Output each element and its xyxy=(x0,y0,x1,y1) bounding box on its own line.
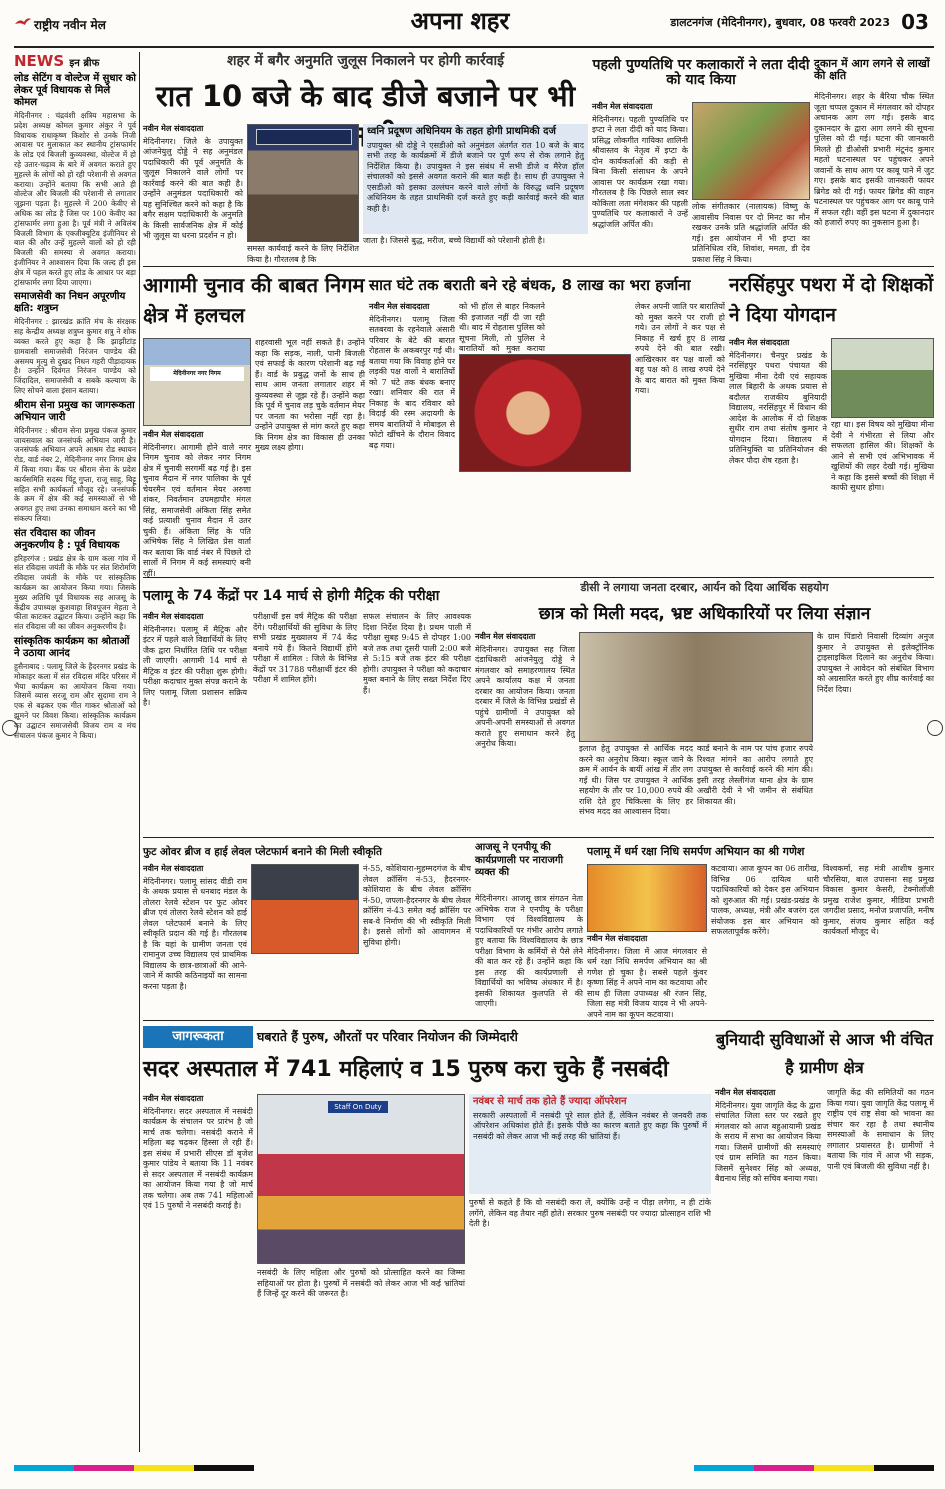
article-headline: दुकान में आग लगने से लाखों की क्षति xyxy=(814,57,930,82)
article-photo-hospital xyxy=(257,1094,465,1264)
body-text: सफल संचालन के लिए आवश्यक दिशा निर्देश दिया है। प्रथम पाली में परीक्षा सुबह 9:45 से दोपहर 1:00 बजे तक तथा दूसरी पाली 2:00 बजे से 5:15 बजे तक इंटर की परीक्षा होगी। उपायुक्त ने परीक्षा को कदाचार मुक्त बनाने के लिए सख्त निर्देश दिए हैं। xyxy=(363,612,471,695)
body-text: कार्ड बनाने के नाम पर पांच हजार रुपये रिश्वत मांगने का आरोप लगाते हुए उपायुक्त से कार्रवाई करने की मांग की। इसी तरह लेस्लीगंज थाना क्षेत्र के ग्राम अखौरी देवी ने भी जमीन से संबंधित शिकायत की। xyxy=(697,744,813,806)
brand-logo xyxy=(14,10,134,36)
article-body xyxy=(143,612,247,835)
article-headline: रात 10 बजे के बाद डीजे बजाने पर भी xyxy=(155,79,576,113)
body-text: लेकर अपनी जाति पर बारातियों को मुक्त करने पर राजी हो गये। उन लोगों ने कर पक्ष से निकाह में खर्च हुए 8 लाख रुपये देने की बात रखी। आखिरकार वर पक्ष वालों को बहू पक्ष को 8 लाख रुपये देने के बाद बारात को मुक्त किया गया। xyxy=(635,302,725,395)
article-kicker: शहर में बगैर अनुमति जुलूस निकालने पर होगी कार्रवाई xyxy=(226,53,505,69)
brief-headline: समाजसेवी का निधन अपूरणीय क्षति: शत्रुघ्न xyxy=(14,291,126,315)
article-body xyxy=(475,632,575,835)
body-text: मेदिनीनगर। आगामी होने वाले नगर निगम चुनाव को लेकर नगर निगम क्षेत्र में चुनावी सरगर्मी बढ़ गई है। इस चुनाव मैदान में नगर पालिका के पूर्व चेयरमैन एवं वर्तमान मेयर अरुणा शंकर, निवर्तमान उपमहापौर मंगल सिंह, समाजसेवी अंकिता सिंह समेत कई प्रत्याशी चुनाव मैदान में उतर चुकी हैं। अंकिता सिंह के पति अभिषेक सिंह ने लिखित प्रेस वार्ता कर बताया कि वार्ड नंबर में पिछले दो सालों में निगम में कई समस्याएं बनी रहीं। xyxy=(143,442,251,578)
news-tag-sub: इन ब्रीफ xyxy=(69,58,100,69)
brief-body: हरिहरगंज : प्रखंड क्षेत्र के ग्राम कला गांव में संत रविदास जयंती के मौके पर संत शिरोमणि रविदास जयंती के मौके पर सांस्कृतिक कार्यक्रम का आयोजन किया गया। जिसके मुख्य अतिथि पूर्व विधायक सह आजसू के केंद्रीय उपाध्यक्ष कुशवाहा शिवपूजन मेहता ने फीता काटकर उद्घाटन किया। उन्होंने कहा कि संत रविदास जी का जीवन अनुकरणीय है। xyxy=(14,553,136,632)
article-body xyxy=(143,864,247,1018)
article-ajsu-npu xyxy=(475,840,583,1018)
brief-item xyxy=(14,636,136,740)
article-photo-dc-office xyxy=(247,124,359,242)
body-text: मेदिनीनगर। सदर अस्पताल में नसबंदी कार्यक्रम के संचालन पर प्रारंभ है जो मार्च तक चलेगा। नसबंदी कराने में महिला बढ़ चढ़कर हिस्सा ले रही हैं। इस संबंध में प्रभारी सीएस डॉ बृजेश कुमार पांडेय ने बताया कि 11 नवंबर से सदर अस्पताल में नसबंदी कार्यक्रम का आयोजन किया गया है जो मार्च तक चलेगा। अब तक 741 महिलाओं एवं 15 पुरुषों ने नसबंदी कराई है। xyxy=(143,1106,253,1210)
body-text: जागृति केंद्र की समितियों का गठन किया गया। युवा जागृति केंद्र पलामू में राष्ट्रीय एवं राष्ट्र सेवा को भावना का संचार कर रहा है तथा स्थानीय समस्याओं के समाधान के लिए लगातार प्रयासरत है। ग्रामीणों ने बताया कि गांव में आज भी सड़क, पानी एवं बिजली की सुविधा नहीं है। xyxy=(827,1088,934,1171)
brief-body: मेदिनीनगर : चंद्रवंशी क्षत्रिय महासभा के प्रदेश अध्यक्ष कोमल कुमार अंकुर ने पूर्व विधायक राधाकृष्ण किशोर से उनके निजी आवास पर मुलाकात कर स्थानीय ट्रांसफार्मर के लोड एवं बिजली कुव्यवस्था, वोल्टेज में हो रहे उतार-चढ़ाव के बारे में अवगत कराते हुए मुहल्ले के लोगों को हो रही परेशानी से अवगत कराया। उन्होंने बताया कि सभी आते ही वोल्टेज और बिजली की परेशानी से लगातार जूझना पड़ता है। मुहल्ले में 200 केवीए से अधिक का लोड है जिस पर 100 केवीए का ट्रांसफार्मर लगा हुआ है। पूर्व मंत्री ने अविलंब बिजली विभाग के एक्जीक्यूटिव इंजीनियर से बात की और उन्हें मुहल्ले वालों को हो रही बिजली की समस्या से अवगत कराया। इंजीनियर ने आश्वासन दिया कि जल्द ही इस क्षेत्र में पहल करते हुए लोड के आधार पर बड़ा ट्रांसफार्मर लगा दिया जाएगा। xyxy=(14,111,136,287)
byline: नवीन मेल संवाददाता xyxy=(143,1094,204,1103)
article-body xyxy=(729,338,827,575)
brief-body: मेदिनीनगर : झारखंड क्रांति मंच के संरक्षक सह केन्द्रीय अध्यक्ष शत्रुघ्न कुमार शत्रु ने शोक व्यक्त करते हुए कहा है कि झाझीटांड़ ग्रामवासी समाजसेवी निरंजन पाण्डेय की असमय मृत्यु से दुखद निधन गहरी पीड़ादायक है। उन्होंने दिवंगत निरंजन पाण्डेय को जिंदादिल, समाजसेवी व सबके कल्याण के लिए सोचने वाला इंसान बताया। xyxy=(14,317,136,395)
body-text: मेदिनीनगर। चैनपुर प्रखंड के नरसिंहपुर पथरा पंचायत की मुखिया मीना देवी एवं सहायक लाल बिहारी के अथक प्रयास से बदौलत राजकीय बुनियादी विद्यालय, नरसिंहपुर में विधान की आदेश के आलोक में दो शिक्षक सुधीर राम तथा संतोष कुमार ने योगदान दिया। विद्यालय में प्रतिनियुक्ति या प्रतिनियोजन की लेकर पौदा शेष रहता है। xyxy=(729,350,827,465)
section-tag xyxy=(143,1026,253,1048)
body-text: इलाज हेतु उपायुक्त से आर्थिक मदद करने का अनुरोध किया। स्कूल जाने के क्रम में आर्यन के बायीं आंख में तीर लग गई थी। जिस पर उपायुक्त ने आर्थिक सहयोग के तौर पर 10,000 रुपये की राशि देते हुए चिकित्सा के लिए हर संभव मदद का आश्वासन दिया। xyxy=(579,744,693,816)
article-headline: सदर अस्पताल में 741 महिलाएं व 15 पुरुष करा चुके हैं नसबंदी xyxy=(143,1057,669,1082)
bird-icon xyxy=(14,16,32,30)
article-body xyxy=(587,934,707,1018)
body-text: नसबंदी के लिए महिला और पुरुषों को प्रोत्साहित करने का जिम्मा सहियाओं पर होता है। पुरुषों में नसबंदी को लेकर आज भी कई भ्रांतियां हैं जिन्हें दूर करने की जरूरत है। xyxy=(257,1268,465,1298)
body-text: कटवाया। आज कूपन का 06 तारीख, विभिन्न 06 दायित्व धारी पदाधिकारियों को देकर इस अभियान को शुरुआत की गई। प्रखंड-प्रखंड के पालक, अध्यक्ष, मंत्री और बजरंग दल संयोजक इस बार अभियान को सफलतापूर्वक करेंगे। xyxy=(711,864,819,936)
body-text: मेदिनीनगर। उपायुक्त सह जिला दंडाधिकारी आंजनेयुलु दोड्डे ने मंगलवार को समाहरणालय स्थित अपने कार्यालय कक्ष में जनता दरबार का आयोजन किया। जनता दरबार में जिले के विभिन्न प्रखंडों से पहुंचे ग्रामीणों ने उपायुक्त को अपनी-अपनी समस्याओं से अवगत कराते हुए समाधान करने हेतु अनुरोध किया। xyxy=(475,644,575,748)
page-number: 03 xyxy=(901,10,929,34)
byline: नवीन मेल संवाददाता xyxy=(143,430,204,439)
body-text: नं-55, कोशियारा-मुहम्मदगंज के बीच लेवल क्रॉसिंग नं-53, हैदरनगर-कोशियारा के बीच लेवल क्रॉसिंग नं-50, जपला-हैदरनगर के बीच लेवल क्रॉसिंग नं-43 समेत कई क्रॉसिंग पर सब-वे निर्माण की भी स्वीकृति मिली है। इससे लोगों को आवागमन में सुविधा होगी। xyxy=(363,864,471,947)
body-text: उपायुक्त श्री दोड्डे ने एसडीओ को अनुमंडल अंतर्गत रात 10 बजे के बाद सभी तरह के कार्यक्रमों में डीजे बजाने पर पूर्ण रूप से रोक लगाने हेतु निर्देशित किया है। उपायुक्त ने इस संबंध में सभी डीजे व मैरेज हॉल संचालकों को इससे अवगत कराने की बात कही है। साथ ही उपायुक्त ने एसडीओ को इसका उल्लंघन करने वाले लोगों के विरुद्ध ध्वनि प्रदूषण अधिनियम के तहत प्राथमिकी दर्ज करते हुए कड़ी कार्रवाई करने की बात कही है। xyxy=(367,140,584,213)
brief-body: हुसैनाबाद : पलामू जिले के हैदरनगर प्रखंड के मोकाहर कला में संत रविदास मंदिर परिसर में भैया कार्यक्रम का आयोजन किया गया। जिसमें व्यास सरजू राम और सुदामा राम ने एक से बढ़कर एक गीत गाकर श्रोताओं को झूमने पर विवश किया। सांस्कृतिक कार्यक्रम का उद्घाटन समाजसेवी विजय राम व मंच संचालन पंकज कुमार ने किया। xyxy=(14,662,136,740)
body-text: मेदिनीनगर। पलामू सांसद वीडी राम के अथक प्रयास से धनबाद मंडल के तोलरा रेलवे स्टेशन पर फुट ओवर ब्रीज एवं तोलरा रेलवे स्टेशन को हाई लेवल प्लेटफार्म बनाने के लिए स्वीकृति प्रदान की गई है। गौरतलब है कि यहां के ग्रामीण जनता एवं रामानुज उच्च विद्यालय एवं प्राथमिक विद्यालय के छात्र-छात्राओं की आने-जाने में काफी कठिनाइयों का सामना करना पड़ता है। xyxy=(143,876,247,991)
article-subhead: नवंबर से मार्च तक होते हैं ज्यादा ऑपरेशन xyxy=(473,1096,627,1107)
body-text: मेदिनीनगर। पलामू में मैट्रिक और इंटर में पहले वाले विद्यार्थियों के लिए जैक द्वारा निर्धारित तिथि पर परीक्षा ली जाएगी। आगामी 14 मार्च से मैट्रिक व इंटर की परीक्षा शुरू होगी। परीक्षा कदाचार मुक्त संपन्न कराने के लिए पलामू जिला प्रशासन सक्रिय है। xyxy=(143,624,247,707)
header-rule xyxy=(14,46,934,48)
brand-name: राष्ट्रीय नवीन मेल xyxy=(34,18,106,32)
byline: नवीन मेल संवाददाता xyxy=(715,1088,776,1097)
photo-caption: समस्त कार्यवाई करने के लिए निर्देशित किया है। गौरतलब है कि xyxy=(247,244,359,264)
article-nigam-election xyxy=(143,270,365,578)
brief-headline: श्रीराम सेना प्रमुख का जागरूकता अभियान जारी xyxy=(14,399,135,423)
article-kicker: घबराते हैं पुरुष, औरतों पर परिवार नियोजन की जिम्मेदारी xyxy=(257,1029,518,1044)
article-headline: आजसू ने एनपीयू की कार्यप्रणाली पर नाराजगी व्यक्त की xyxy=(475,842,564,878)
section-title: अपना शहर xyxy=(410,7,510,35)
byline: नवीन मेल संवाददाता xyxy=(592,102,653,111)
section-rule xyxy=(143,837,934,838)
body-text: मेदिनीनगर। पहली पुण्यतिथि पर इप्टा ने लता दीदी को याद किया। प्रसिद्ध लोकगीत गायिका शालिनी श्रीवास्तव के नेतृत्व में इप्टा के दोन कार्यकर्ताओं की कड़ी से बिना किसी संसाधन के अपने आवास पर कार्यक्रम रखा गया। गौरतलब है कि पिछले साल स्वर कोकिला लता मंगेशकर की पहली पुण्यतिथि पर कलाकारों ने उन्हें श्रद्धांजलि अर्पित की। xyxy=(592,114,688,229)
brief-body: मेदिनीनगर : श्रीराम सेना प्रमुख पंकज कुमार जायसवाल का जनसंपर्क अभियान जारी है। जनसंपर्क अभियान अपने आश्रम रोड स्थायन रोड, वार्ड नंबर 2, मेदिनीनगर नगर निगम क्षेत्र में किया गया। बैंक पर श्रीराम सेना के प्रदेश कार्यसमिति सदस्य चिंटू गुप्ता, राजू साहू, बिट्टू सहित सभी कार्यकर्ता मौजूद रहे। जनसंपर्क के क्रम में क्षेत्र की कई समस्याओं से भी अवगत हुए तथा उनका समाधान करने का भी संकल्प लिया। xyxy=(14,425,136,523)
article-body xyxy=(143,430,251,578)
body-text: जाता है। जिससे बुद्ध, मरीज, बच्चे विद्यार्थी को परेशानी होती है। xyxy=(363,236,546,245)
body-text: लोक संगीतकार (नालायक) विष्णु के आवासीय निवास पर दो मिनट का मौन रखकर उनके प्रति श्रद्धांजलि अर्पित की गई। इस आयोजन में भी इप्टा का प्रतिनिधित्व रवि, शिवांश, ममता, डी देव प्रकाश सिंह ने किया। xyxy=(692,202,810,264)
article-teachers-joined xyxy=(729,270,934,575)
section-tag-label: जागरूकता xyxy=(172,1029,224,1044)
dateline: डालटनगंज (मेदिनीनगर), बुधवार, 08 फरवरी 2023 xyxy=(670,16,890,29)
photo-sign: Staff On Duty xyxy=(328,1101,388,1113)
photo-sign xyxy=(256,129,352,145)
brief-headline: सांस्कृतिक कार्यक्रम का श्रोताओं ने उठाया आनंद xyxy=(14,636,130,660)
brief-item xyxy=(14,73,136,287)
brief-item xyxy=(14,400,136,524)
article-dharm-raksha xyxy=(587,840,934,1018)
article-headline: छात्र को मिली मदद, भ्रष्ट अधिकारियों पर लिया संज्ञान xyxy=(538,604,871,624)
article-body xyxy=(715,1088,821,1452)
article-matric-exam xyxy=(143,580,471,835)
article-photo-mp xyxy=(251,864,359,954)
article-headline: नरसिंहपुर पथरा में दो शिक्षकों ने दिया योगदान xyxy=(729,274,934,326)
article-kicker: डीसी ने लगाया जनता दरबार, आर्यन को दिया आर्थिक सहयोग xyxy=(580,581,829,594)
brief-item xyxy=(14,291,136,395)
article-subhead-box xyxy=(363,124,588,234)
body-text: परीक्षार्थी इस वर्ष मैट्रिक की परीक्षा देंगे। परीक्षार्थियों की सुविधा के लिए सभी प्रखंड मुख्यालय में 74 केंद्र बनाये गये हैं। कितने विद्यार्थी होंगे परीक्षा में शामिल : जिले के विभिन्न केंद्रों पर 31788 परीक्षार्थी इंटर की परीक्षा में शामिल होंगे। xyxy=(253,612,357,684)
article-dj-ban xyxy=(143,52,588,264)
article-basic-facilities xyxy=(715,1024,934,1452)
article-photo-wedding xyxy=(459,354,631,472)
brief-headline: लोड सेटिंग व वोल्टेज में सुधार को लेकर पूर्व विधायक से मिले कोमल xyxy=(14,73,136,108)
news-in-brief-column xyxy=(14,52,136,1452)
byline: नवीन मेल संवाददाता xyxy=(587,934,648,943)
page-header xyxy=(0,0,945,46)
article-headline: पलामू में धर्म रक्षा निधि समर्पण अभियान का श्री गणेश xyxy=(587,845,805,858)
body-text: रहा था। इस विषय को मुखिया मीना देवी ने गंभीरता से लिया और सफलता हासिल की। शिक्षकों के आने से सभी एवं अभिभावक में खुशियों की लहर देखी गई। मुखिया ने कहा कि इससे बच्चों की शिक्षा में काफी सुधार होगा। xyxy=(831,420,934,492)
sidebar-divider xyxy=(139,52,140,1452)
article-photo-tribute xyxy=(692,102,810,200)
photo-sign: मेदिनीनगर नगर निगम xyxy=(150,367,244,381)
brief-item xyxy=(14,528,136,632)
byline: नवीन मेल संवाददाता xyxy=(729,338,790,347)
article-photo-nigam-building xyxy=(143,338,251,426)
body-text: मेदिनीनगर। जिला में आज मंगलवार से धर्म रक्षा निधि समर्पण अभियान का श्री गणेश हो चुका है। सबसे पहले कुंवर कृष्णा सिंह ने अपने नाम का कटवाया और साथ ही जिला उपाध्यक्ष श्री रंजन सिंह, जिला सह मंत्री विजय यादव ने भी अपने-अपने नाम का कूपन कटवाया। xyxy=(587,946,708,1019)
body-text: सरकारी अस्पतालों में नसबंदी पूरे साल होते हैं, लेकिन नवंबर से जनवरी तक ऑपरेशन अधिकांश होते हैं। इसके पीछे का कारण बताते हुए कहा कि पुरुषों में नसबंदी को लेकर आज भी कई तरह की भ्रांतियां हैं। xyxy=(473,1110,707,1141)
section-rule xyxy=(143,577,934,578)
article-shop-fire xyxy=(814,52,934,264)
body-text: मेदिनीनगर। आजसू छात्र संगठन नेता अभिषेक राज ने एनपीयू के परीक्षा विभाग एवं विश्वविद्यालय के पदाधिकारियों पर गंभीर आरोप लगाते हुए बताया कि विश्वविद्यालय के छात्र परीक्षा विभाग के कर्मियों से पैसे लेने की बात कर रहे हैं। उन्होंने कहा कि इस तरह की कार्यप्रणाली से विद्यार्थियों का भविष्य अंधकार में है। इसकी शिकायत कुलपति से की जाएगी। xyxy=(475,894,583,1008)
article-photo-darbar xyxy=(579,632,813,742)
body-text: शहरवासी भूल नहीं सकते हैं। उन्होंने कहा कि सड़क, नाली, पानी बिजली एवं सफाई के कारण परेशानी बढ़ गई हैं। वार्ड के प्रबुद्ध जनों के साथ ही साथ आम जनता लगातार शहर में कुव्यवस्था से जूझ रहे हैं। उन्होंने कहा कि पूर्व में चुनाव लड़ चुके वर्तमान मेयर पर जनता का भरोसा नहीं रहा है। उन्होंने उपायुक्त से मांग करते हुए कहा कि निगम क्षेत्र का विकास ही उनका मुख्य लक्ष्य होगा। xyxy=(255,338,365,452)
body-text: मेदिनीनगर। पलामू जिला सतबरवा के रहनेवाले अंसारी परिवार के बेटे की बारात रोहतास के अकबरपुर गई थी। बताया गया कि विवाह होने पर लड़की पक्ष वालों ने बारातियों को 7 घंटे तक बंधक बनाए रखा। शनिवार की रात में निकाह के बाद रविवार को विदाई की रस्म अदायगी के समय बारातियों ने मोबाइल से फोटो खींचने के दौरान विवाद बढ़ गया। xyxy=(369,314,455,450)
registration-mark-icon xyxy=(2,720,18,736)
article-lata-didi xyxy=(592,52,810,264)
article-baraati-hostage xyxy=(369,270,725,575)
article-headline: पहली पुण्यतिथि पर कलाकारों ने लता दीदी को याद किया xyxy=(592,57,810,89)
article-body xyxy=(369,302,455,575)
article-headline: बुनियादी सुविधाओं से आज भी वंचित है ग्रामीण क्षेत्र xyxy=(715,1030,934,1077)
news-tag-main: NEWS xyxy=(14,52,65,70)
article-subhead-box xyxy=(469,1094,711,1194)
article-sterilisation xyxy=(143,1024,711,1452)
article-janta-darbar xyxy=(475,580,934,835)
article-foot-over-bridge xyxy=(143,840,471,1018)
section-rule xyxy=(143,1020,934,1021)
news-in-brief-tag xyxy=(14,52,136,70)
article-headline: सात घंटे तक बराती बने रहे बंधक, 8 लाख का भरा हर्जाना xyxy=(369,276,691,294)
brief-headline: संत रविदास का जीवन अनुकरणीय है : पूर्व विधायक xyxy=(14,527,120,551)
body-text: मेदिनीनगर। जिले के उपायुक्त आंजनेयुलु दोड्डे ने सह अनुमंडल पदाधिकारी की पूर्व अनुमति के जुलूस निकालने वाले लोगों पर कार्रवाई करने की बात कही है। उन्होंने अनुमंडल पदाधिकारी को यह सुनिश्चित करने को कहा है कि बगैर सक्षम पदाधिकारी के अनुमति के किसी सार्वजनिक क्षेत्र में कोई भी जुलूस या धरना प्रदर्शन न हो। xyxy=(143,136,243,240)
body-text: मेदिनीनगर। युवा जागृति केंद्र के द्वारा संचालित जिला स्तर पर रखते हुए मंगलवार को आज बहुआयामी प्रखंड के सराय में सभा का आयोजन किया गया। जिसमें ग्रामीणों की समस्याएं एवं ग्राम समिति का गठन किया। जिसमें सुनेश्वर सिंह को अध्यक्ष, बैद्यनाथ सिंह को सचिव बनाया गया। xyxy=(715,1100,821,1183)
article-headline: आगामी चुनाव की बाबत निगम क्षेत्र में हलचल xyxy=(143,273,365,327)
section-rule xyxy=(143,266,934,267)
article-body-col1 xyxy=(143,124,243,264)
byline: नवीन मेल संवाददाता xyxy=(143,864,204,873)
print-color-bar xyxy=(14,1462,934,1474)
article-photo-campaign xyxy=(587,864,707,932)
article-photo-school xyxy=(831,338,934,418)
body-text: मेदिनीनगर। शहर के बैरिया चौक स्थित जूता चप्पल दुकान में मंगलवार को दोपहर अचानक आग लग गई। इसके बाद दुकानदार के द्वारा आग लगने की सूचना पुलिस को दी गई। घटना की जानकारी मिलते ही डीओसी प्रभारी मंटूनंद कुमार महतो घटनास्थल पर पहुंचकर अपने जवानों के साथ आग पर काबू पाने में जुट गए। इसके बाद इसकी जानकारी फायर ब्रिगेड को दी गई। फायर ब्रिगेड की वाहन घटनास्थल पर पहुंचकर आग पर काबू पाने में सफल रही। वहीं इस घटना में दुकानदार को हजारों रुपए का नुकसान हुआ है। xyxy=(814,92,934,227)
article-body xyxy=(143,1094,253,1452)
body-text: विश्वकर्मा, सह मंत्री आशीष कुमार चौरसिया, बाल उपासना सह प्रमुख विकास कुमार केसरी, टेक्नोलॉजी प्रमुख राजेश कुमार, मीडिया प्रभारी जगदीश प्रसाद, मनोज प्रजापति, मनीष कुमार, संजय कुमार सहित कई कार्यकर्ता मौजूद थे। xyxy=(823,864,934,936)
byline: नवीन मेल संवाददाता xyxy=(369,302,430,311)
byline: नवीन मेल संवाददाता xyxy=(143,612,204,621)
registration-mark-icon xyxy=(927,720,943,736)
byline: नवीन मेल संवाददाता xyxy=(475,632,536,641)
article-subhead: ध्वनि प्रदूषण अधिनियम के तहत होगी प्राथमिकी दर्ज xyxy=(367,126,556,137)
byline: नवीन मेल संवाददाता xyxy=(143,124,204,133)
article-headline: पलामू के 74 केंद्रों पर 14 मार्च से होगी मैट्रिक की परीक्षा xyxy=(143,588,440,604)
article-body xyxy=(592,102,688,264)
body-text: के ग्राम पिंडारो निवासी दिव्यांग अनुज कुमार ने उपायुक्त से इलेक्ट्रॉनिक ट्राइसाइकिल दिलाने का अनुरोध किया। उपायुक्त ने आवेदन को संबंधित विभाग को अग्रसारित करते हुए शीघ्र कार्रवाई का निर्देश दिया। xyxy=(817,632,934,694)
body-text: को भी हॉल से बाहर निकलने की इजाजत नहीं दी जा रही थी। बाद में रोहतास पुलिस को सूचना मिली, तो पुलिस ने बारातियों को मुक्त कराया xyxy=(459,302,545,353)
body-text: पुरुषों से कहते हैं कि वो नसबंदी करा लें, क्योंकि उन्हें न पीड़ा लगेगा, न ही टांके लगेंगे, लेकिन वह तैयार नहीं होते। सरकार पुरुष नसबंदी पर ज्यादा प्रोत्साहन राशि भी देती है। xyxy=(469,1198,711,1228)
article-headline: फुट ओवर ब्रीज व हाई लेवल प्लेटफार्म बनाने की मिली स्वीकृति xyxy=(143,846,383,858)
